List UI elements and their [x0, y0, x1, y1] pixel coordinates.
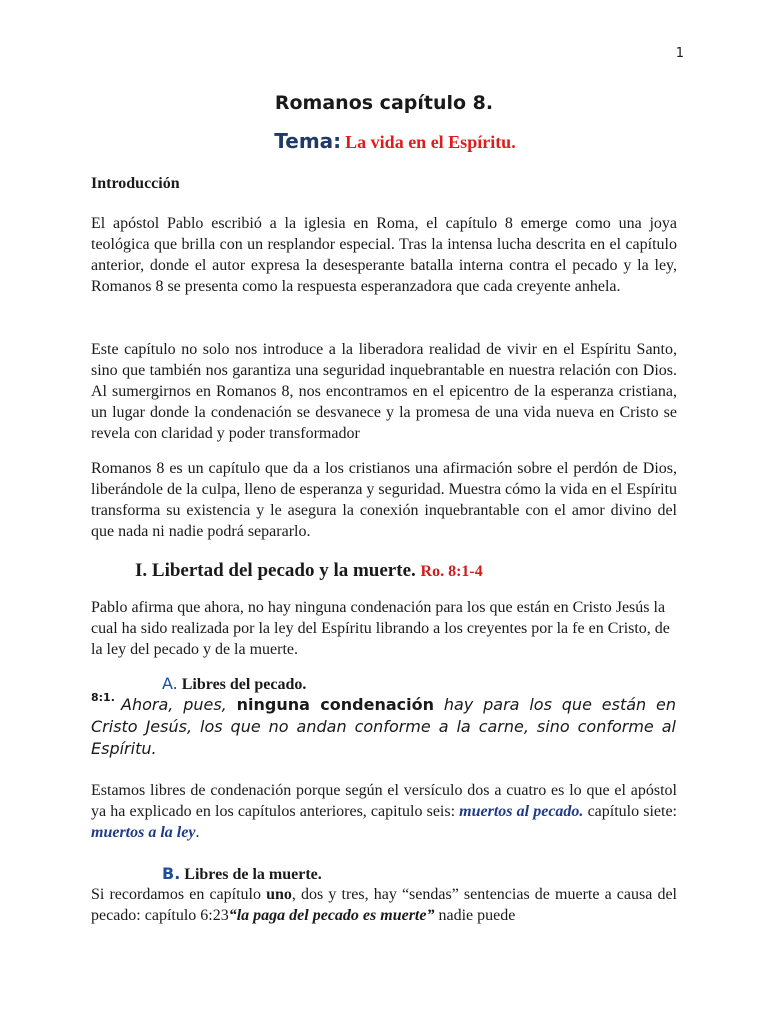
paragraph-b-text-1: Si recordamos en capítulo — [91, 886, 267, 903]
paragraph-b-text-2: , dos y tres, hay “sendas” sentencias de muerte a causa del pecado: capítulo 6:23 — [91, 886, 677, 924]
section-1-paragraph: Pablo afirma que ahora, no hay ninguna condenación para los que están en Cristo Jesús la cual ha sido realizada por la ley del Espíritu librando a los creyentes por la fe en Cristo, de la ley del pecado y de la muerte. — [91, 599, 670, 658]
document-title: Romanos capítulo 8. — [274, 92, 494, 114]
paragraph-a-text-2: capítulo siete: — [583, 803, 678, 820]
section-1-ref: Ro. 8:1-4 — [420, 563, 483, 580]
paragraph-b-bold: uno — [266, 886, 292, 903]
verse-part-2: hay para los que están en Cristo Jesús, los que no andan conforme a la carne, sino conforme al Espíritu. — [91, 695, 677, 758]
subheading-a — [162, 674, 306, 694]
verse-part-1: Ahora, pues, — [121, 695, 237, 714]
intro-paragraph-2: Este capítulo no solo nos introduce a la liberadora realidad de vivir en el Espíritu Santo, sino que también nos garantiza una seguridad inquebrantable en nuestra relación con Dios. Al sumergirnos en Romanos 8, nos encontramos en el epicentro de la esperanza cristiana, un lugar donde la condenación se desvanece y la promesa de una vida nueva en Cristo se revela con claridad y poder transformador — [91, 341, 677, 442]
section-1-heading — [135, 560, 483, 582]
intro-heading: Introducción — [91, 175, 180, 192]
subheading-a-text: Libres del pecado. — [181, 676, 307, 693]
subheading-a-letter: A. — [162, 674, 178, 693]
paragraph-b — [91, 884, 677, 926]
intro-paragraph-3: Romanos 8 es un capítulo que da a los cristianos una afirmación sobre el perdón de Dios, liberándole de la culpa, lleno de esperanza y seguridad. Muestra cómo la vida en el Espíritu transforma su existencia y le asegura la conexión inquebrantable con el amor divino del que nada ni nadie podrá separarlo. — [91, 460, 678, 540]
paragraph-b-text-3: nadie puede — [434, 907, 516, 924]
muertos-a-la-ley-ref: muertos a la ley — [91, 824, 196, 841]
paragraph-a-text-1: Estamos libres de condenación porque según el versículo dos a cuatro es lo que el apóstol ya ha explicado en los capítulos anteriores, capitulo seis: — [91, 782, 677, 820]
paragraph-a — [91, 780, 677, 843]
page-number: 1 — [675, 46, 684, 61]
intro-paragraph-1: El apóstol Pablo escribió a la iglesia en Roma, el capítulo 8 emerge como una joya teológica que brilla con un resplandor especial. Tras la intensa lucha descrita en el capítulo anterior, donde el autor expresa la desesperante batalla interna contra el pecado y la ley, Romanos 8 se presenta como la respuesta esperanzadora que cada creyente anhela. — [91, 215, 677, 295]
subheading-b-text: Libres de la muerte. — [184, 866, 322, 883]
paragraph-b-quote: “la paga del pecado es muerte” — [228, 907, 435, 924]
section-1-title: I. Libertad del pecado y la muerte. — [135, 560, 416, 581]
tema-line — [0, 129, 768, 153]
tema-label: Tema: — [274, 129, 342, 153]
subheading-b — [162, 864, 322, 884]
subheading-b-letter: B. — [162, 864, 181, 883]
muertos-al-pecado-ref: muertos al pecado. — [459, 803, 584, 820]
verse-emphasis: ninguna condenación — [236, 695, 434, 714]
tema-text: La vida en el Espíritu. — [345, 132, 516, 152]
verse-text — [91, 694, 676, 760]
paragraph-a-text-3: . — [195, 824, 200, 841]
verse-number: 8:1. — [91, 691, 115, 704]
